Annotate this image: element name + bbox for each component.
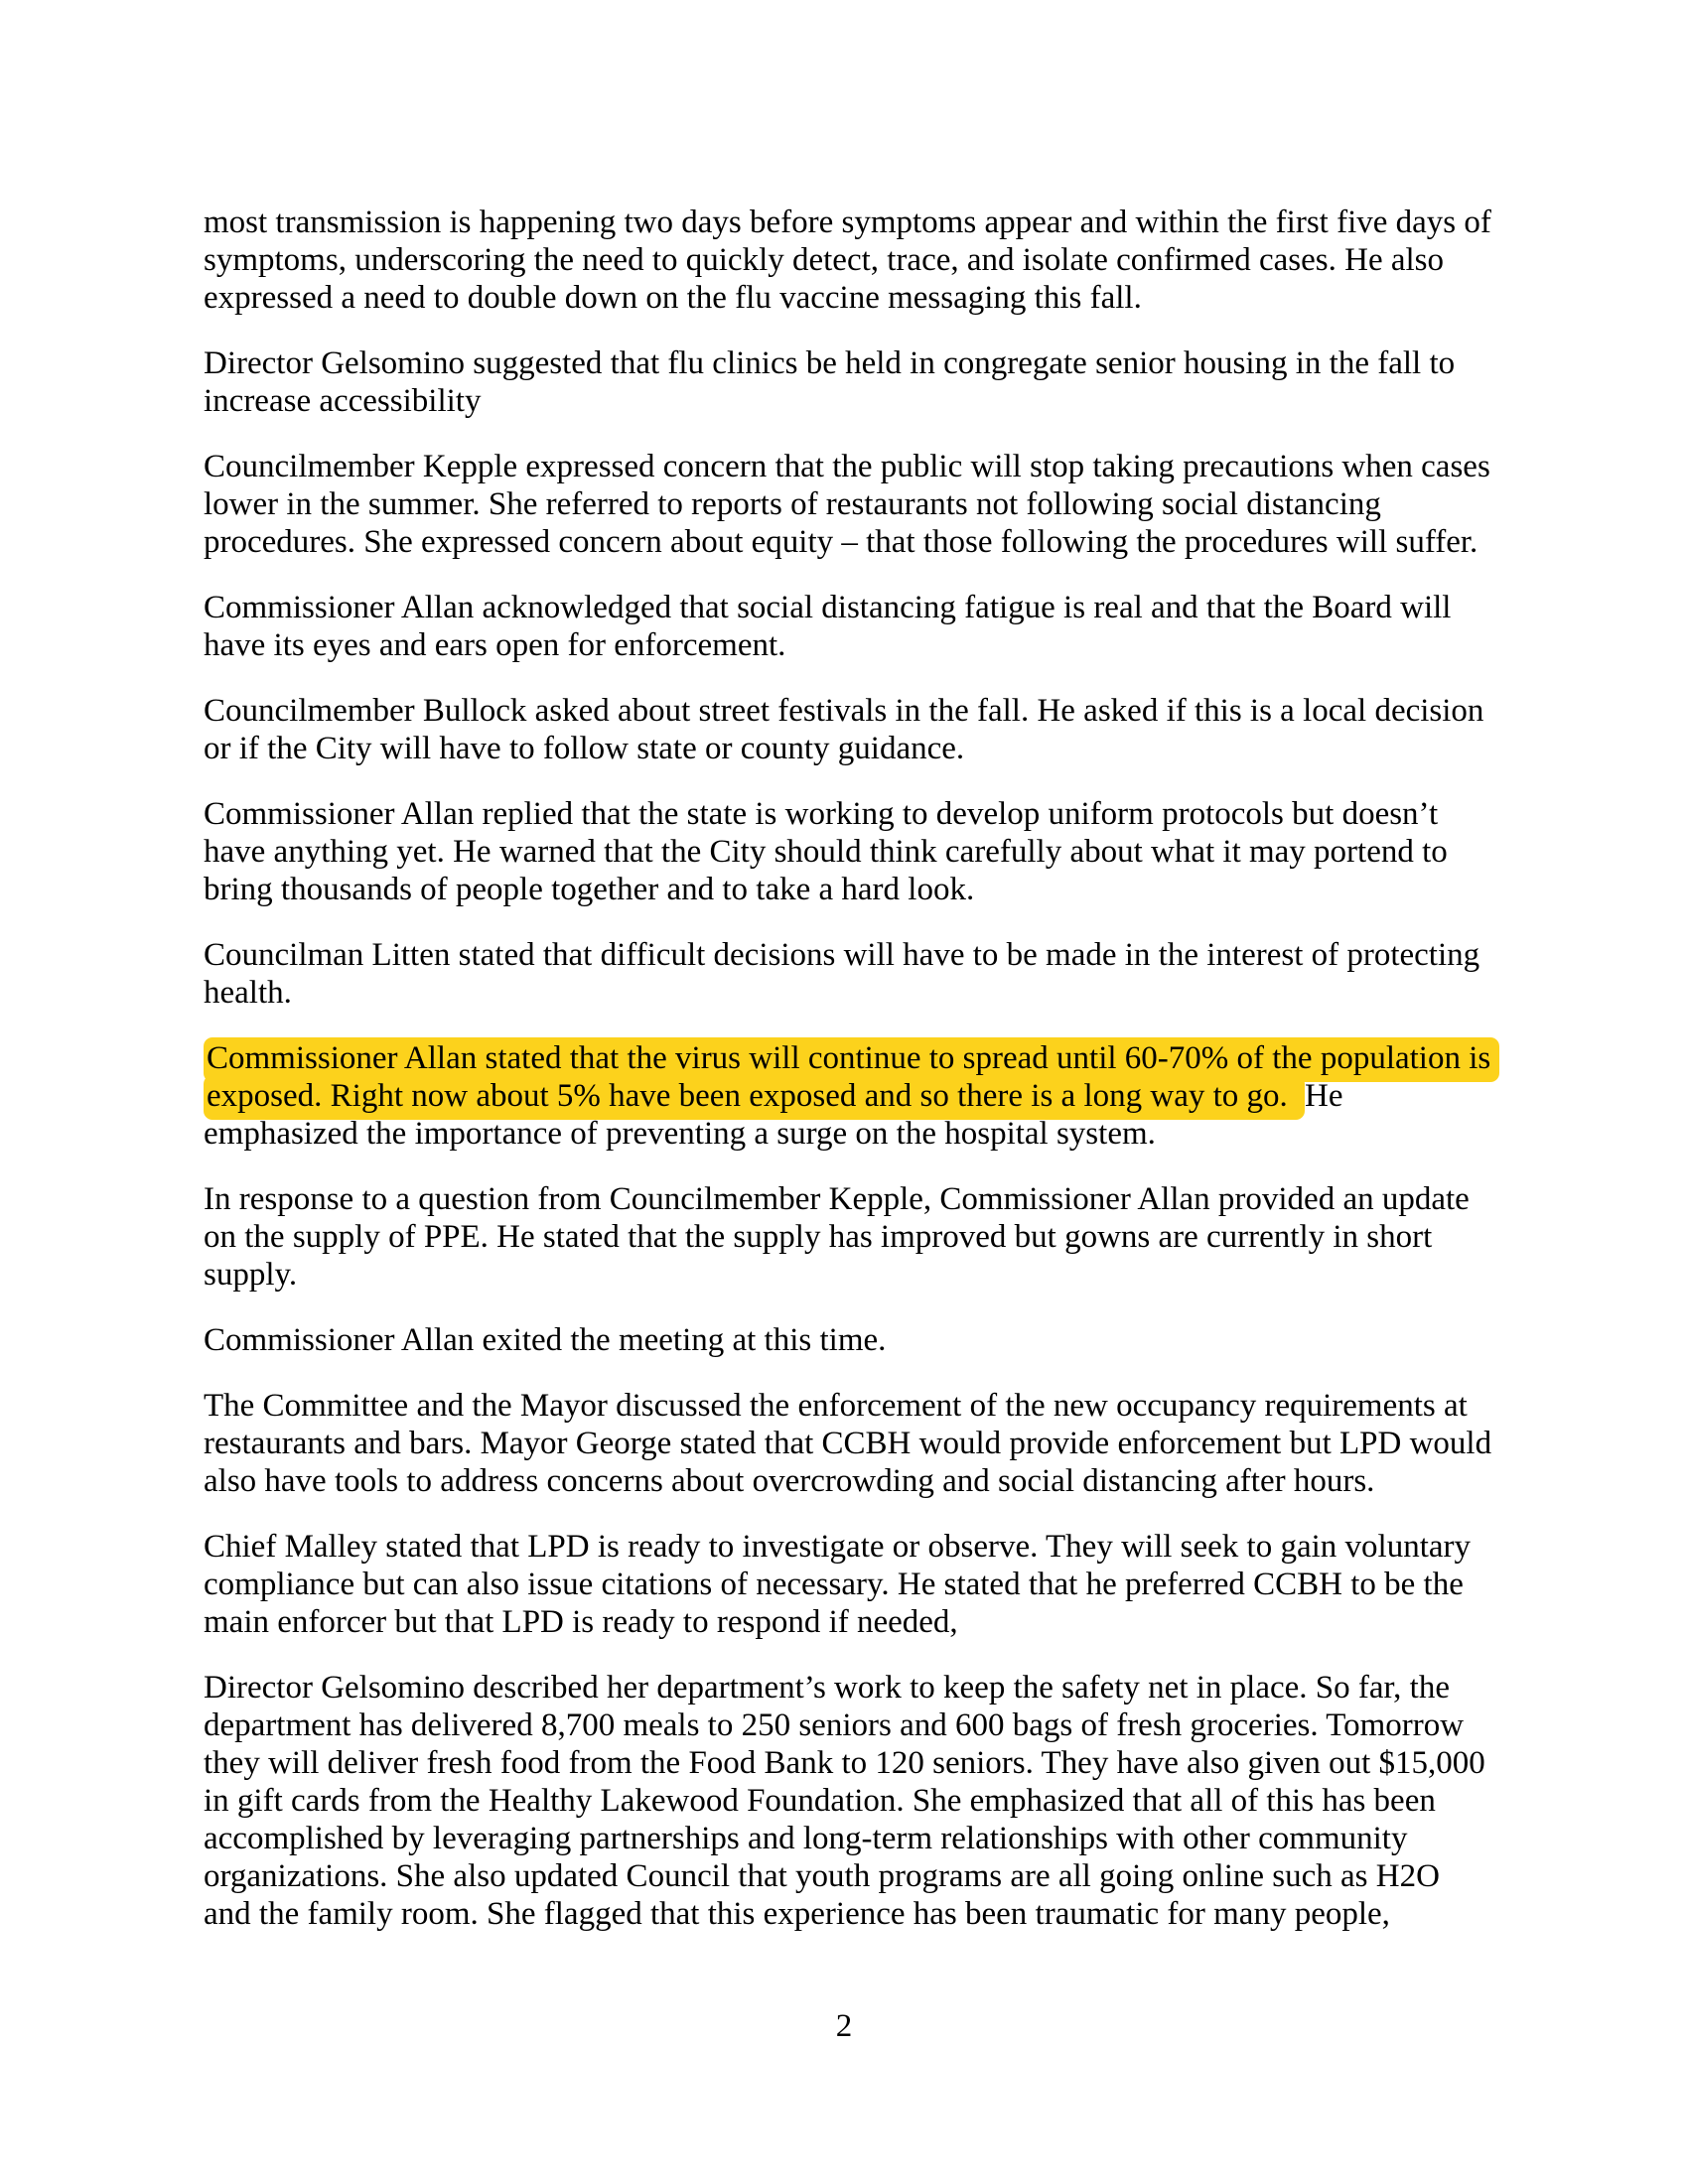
- paragraph: Director Gelsomino suggested that flu clinics be held in congregate senior housing in the fall to increase accessibility: [204, 345, 1456, 419]
- paragraph: Director Gelsomino described her department’s work to keep the safety net in place. So far, the department has delivered 8,700 meals to 250 seniors and 600 bags of fresh groceries. Tomorrow they will deliver fresh food from the Food Bank to 120 seniors. They have also given out $15,000 in gift cards from the Healthy Lakewood Foundation. She emphasized that all of this has been accomplished by leveraging partnerships and long-term relationships with other community organizations. She also updated Council that youth programs are all going online such as H2O and the family room. She flagged that this experience has been traumatic for many people,: [204, 1670, 1485, 1932]
- paragraph: Commissioner Allan exited the meeting at this time.: [204, 1322, 887, 1358]
- paragraph: Councilman Litten stated that difficult decisions will have to be made in the interest of protecting health.: [204, 937, 1480, 1011]
- paragraph: most transmission is happening two days before symptoms appear and within the first five days of symptoms, underscoring the need to quickly detect, trace, and isolate confirmed cases. He also expressed a need to double down on the flu vaccine messaging this fall.: [204, 205, 1491, 316]
- paragraph-with-highlight: [204, 1039, 1493, 1153]
- paragraph: The Committee and the Mayor discussed the enforcement of the new occupancy requirements at restaurants and bars. Mayor George stated that CCBH would provide enforcement but LPD would also have tools to address concerns about overcrowding and social distancing after hours.: [204, 1388, 1492, 1499]
- paragraph: Commissioner Allan replied that the state is working to develop uniform protocols but doesn’t have anything yet. He warned that the City should think carefully about what it may portend to bring thousands of people together and to take a hard look.: [204, 796, 1448, 907]
- paragraph: Councilmember Bullock asked about street festivals in the fall. He asked if this is a local decision or if the City will have to follow state or county guidance.: [204, 693, 1484, 766]
- paragraph: In response to a question from Councilmember Kepple, Commissioner Allan provided an update on the supply of PPE. He stated that the supply has improved but gowns are currently in short supply.: [204, 1181, 1470, 1293]
- highlighted-text: Commissioner Allan stated that the virus will continue to spread until 60-70% of the population is exposed. Right now about 5% have been exposed and so there is a long way to go.: [204, 1037, 1499, 1120]
- paragraph: Commissioner Allan acknowledged that social distancing fatigue is real and that the Board will have its eyes and ears open for enforcement.: [204, 590, 1452, 663]
- paragraph: Councilmember Kepple expressed concern that the public will stop taking precautions when cases lower in the summer. She referred to reports of restaurants not following social distancing procedures. She expressed concern about equity – that those following the procedures will suffer.: [204, 449, 1490, 560]
- paragraph: Chief Malley stated that LPD is ready to investigate or observe. They will seek to gain voluntary compliance but can also issue citations of necessary. He stated that he preferred CCBH to be the main enforcer but that LPD is ready to respond if needed,: [204, 1529, 1472, 1640]
- paragraph-text: He emphasized the importance of preventing a surge on the hospital system.: [204, 1078, 1343, 1152]
- page-number: 2: [835, 2008, 853, 2044]
